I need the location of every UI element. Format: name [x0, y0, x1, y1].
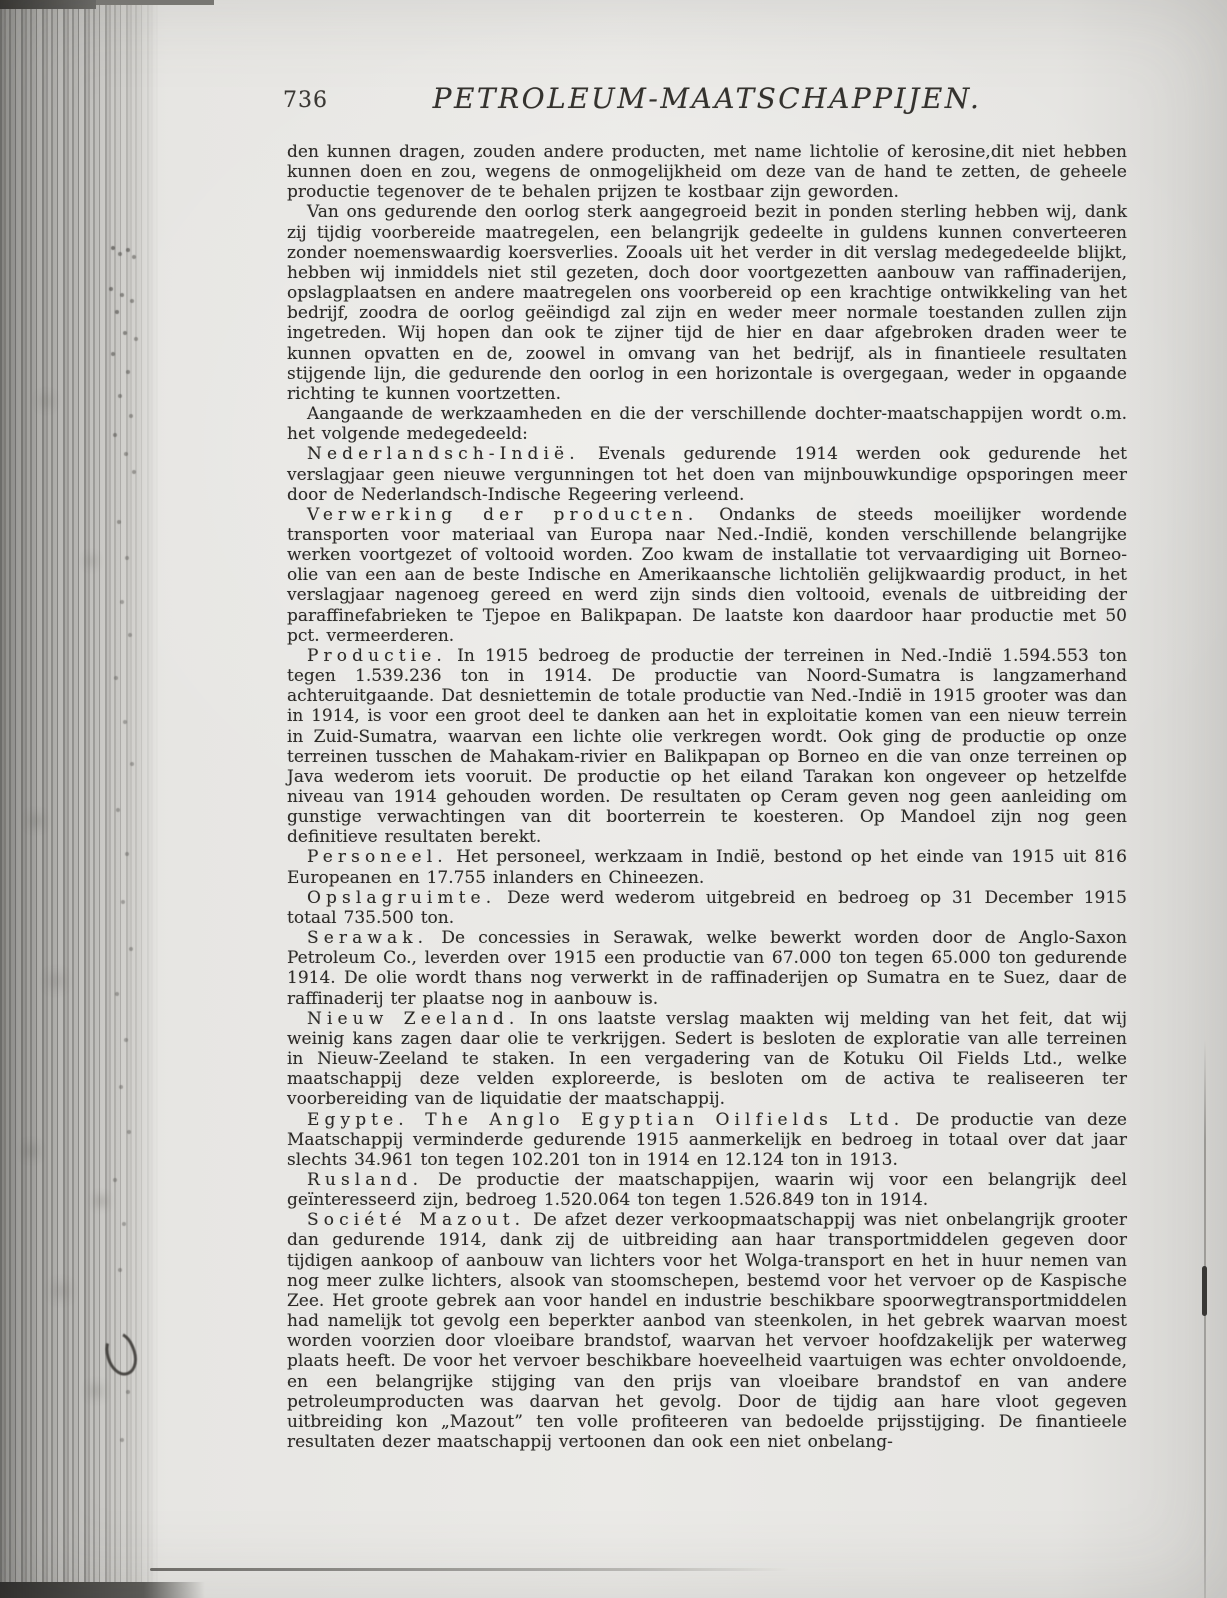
- paragraph-text: De concessies in Serawak, welke bewerkt worden door de Anglo-Saxon Petroleum Co., leverden over 1915 een productie van 67.000 ton tegen 65.000 ton gedurende 1914. De olie wordt thans nog verwerkt in de raffinaderijen op Sumatra en te Suez, daar de raffinaderij ter plaatse nog in aanbouw is.: [287, 928, 1128, 1009]
- paragraph-text: In 1915 bedroeg de productie der terreinen in Ned.-Indië 1.594.553 ton tegen 1.539.236 ton in 1914. De productie van Noord-Sumatra is langzamerhand achteruitgaande. Dat desniettemin de totale productie van Ned.-Indië in 1915 grooter was dan in 1914, is voor een groot deel te danken aan het in exploitatie komen van een nieuw terrein in Zuid-Sumatra, waarvan een lichte olie verkregen wordt. Ook ging de productie op onze terreinen tusschen de Mahakam-rivier en Balikpapan op Borneo en die van onze terreinen op Java wederom iets vooruit. De productie op het eiland Tarakan kon ongeveer op hetzelfde niveau van 1914 gehouden worden. De resultaten op Ceram geven nog geen aanleiding om gunstige verwachtingen van dit boorterrein te koesteren. Op Mandoel zijn nog geen definitieve resultaten berekt.: [287, 645, 1128, 848]
- paragraph-text: De productie der maatschappijen, waarin wij voor een belangrijk deel geïnteresseerd zijn, bedroeg 1.520.064 ton tegen 1.526.849 ton in 1914.: [287, 1169, 1127, 1211]
- paragraph: [287, 646, 1127, 848]
- paragraph-text: Ondanks de steeds moeilijker wordende transporten voor materiaal van Europa naar Ned.-Indië, konden verschillende belangrijke werken voortgezet of voltooid worden. Zoo kwam de installatie tot vervaardiging uit Borneo-olie van een aan de beste Indische en Amerikaansche lichtoliën gelijkwaardig product, in het verslagjaar nagenoeg gereed en werd zijn sinds dien voltooid, evenals de uitbreiding der paraffinefabrieken te Tjepoe en Balikpapan. De laatste kon daardoor haar productie met 50 pct. vermeerderen.: [287, 504, 1128, 646]
- paragraph: [287, 928, 1127, 1009]
- paragraph-text: Het personeel, werkzaam in Indië, bestond op het einde van 1915 uit 816 Europeanen en 17.755 inlanders en Chineezen.: [287, 847, 1127, 888]
- paragraph-lead: Nieuw Zeeland.: [307, 1008, 520, 1029]
- paragraph-text: Aangaande de werkzaamheden en die der verschillende dochter-maatschappijen wordt o.m. het volgende medegedeeld:: [287, 404, 1127, 445]
- paragraph-lead: Personeel.: [307, 847, 448, 868]
- book-edge-top-shadow-light: [96, 0, 214, 5]
- running-title: PETROLEUM-MAATSCHAPPIJEN.: [432, 82, 982, 115]
- paragraph-text: den kunnen dragen, zouden andere producten, met name lichtolie of kerosine,dit niet hebben kunnen doen en zou, wegens de onmogelijkheid om deze van de hand te zetten, de geheele productie tegenover de te behalen prijzen te kostbaar zijn geworden.: [287, 142, 1127, 203]
- paragraph-lead: Serawak.: [307, 928, 429, 949]
- paragraph: [287, 1210, 1127, 1452]
- paragraph: [287, 1110, 1127, 1170]
- paragraph: [287, 1170, 1127, 1210]
- paragraph: [287, 888, 1127, 928]
- right-page-fold-dark-mark: [1202, 1266, 1207, 1316]
- paragraph: [287, 202, 1127, 404]
- body-text: [287, 142, 1127, 1452]
- paragraph: [287, 444, 1127, 504]
- paragraph-lead: Opslagruimte.: [307, 887, 497, 908]
- paragraph-lead: Rusland.: [307, 1169, 424, 1190]
- edge-smudges: [0, 0, 2, 2]
- paragraph-lead: Egypte. The Anglo Egyptian Oilfields Ltd.: [307, 1109, 905, 1130]
- paragraph-text: Van ons gedurende den oorlog sterk aangegroeid bezit in ponden sterling hebben wij, dank zij tijdig voorbereide maatregelen, een belangrijk gedeelte in guldens kunnen converteeren zonder noemenswaardig koersverlies. Zooals uit het verder in dit verslag medegedeelde blijkt, hebben wij inmiddels niet stil gezeten, doch door voortgezetten aanbouw van raffinaderijen, opslagplaatsen en andere maatregelen ons voorbereid op een krachtige ontwikkeling van het bedrijf, zoodra de oorlog geëindigd zal zijn en weder meer normale toestanden zullen zijn ingetreden. Wij hopen dan ook te zijner tijd de hier en daar afgebroken draden weer te kunnen opvatten en de, zoowel in omvang van het bedrijf, als in finantieele resultaten stijgende lijn, die gedurende den oorlog in een horizontale is overgegaan, weder in opgaande richting te kunnen voortzetten.: [287, 202, 1127, 404]
- paragraph-text: De afzet dezer verkoopmaatschappij was niet onbelangrijk grooter dan gedurende 1914, dank zij de uitbreiding aan haar transportmiddelen gegeven door tijdigen aankoop of aanbouw van lichters voor het Wolga-transport en het in huur nemen van nog meer zulke lichters, alsook van stoomschepen, bestemd voor het vervoer op de Kaspische Zee. Het groote gebrek aan voor handel en industrie beschikbare spoorwegtransportmiddelen had namelijk tot gevolg een beperkter aanbod van steenkolen, in het gebrek waarvan moest worden voorzien door vloeibare brandstof, waarvan het vervoer hoofdzakelijk per waterweg plaats heeft. De voor het vervoer beschikbare hoeveelheid vaartuigen was echter onvoldoende, en een belangrijke stijging van den prijs van vloeibare brandstof en van andere petroleumproducten was daarvan het gevolg. Door de tijdig aan hare vloot gegeven uitbreiding kon „Mazout” ten volle profiteeren van bedoelde prijsstijging. De finantieele resultaten dezer maatschappij vertoonen dan ook een niet onbelang-: [287, 1210, 1127, 1452]
- paragraph-text: Deze werd wederom uitgebreid en bedroeg op 31 December 1915 totaal 735.500 ton.: [287, 887, 1127, 928]
- book-edge-top-shadow: [0, 0, 96, 9]
- paragraph: [287, 404, 1127, 444]
- paragraph-text: In ons laatste verslag maakten wij melding van het feit, dat wij weinig kans zagen daar olie te verkrijgen. Sedert is besloten de exploratie van alle terreinen in Nieuw-Zeeland te staken. In een vergadering van de Kotuku Oil Fields Ltd., welke maatschappij deze velden exploreerde, is besloten om de activa te realiseeren ter voorbereiding van de liquidatie der maatschappij.: [287, 1008, 1127, 1110]
- paragraph-lead: Verwerking der producten.: [307, 504, 699, 525]
- paragraph-text: Evenals gedurende 1914 werden ook gedurende het verslagjaar geen nieuwe vergunningen tot het doen van mijnbouwkundige opsporingen meer door de Nederlandsch-Indische Regeering verleend.: [287, 444, 1128, 505]
- book-edge-bottom-shadow: [0, 1582, 205, 1598]
- page-number: 736: [283, 88, 328, 113]
- paragraph: [287, 1009, 1127, 1110]
- paragraph: [287, 142, 1127, 202]
- paragraph-lead: Nederlandsch-Indië.: [307, 444, 580, 465]
- paragraph-lead: Productie.: [307, 645, 447, 666]
- paragraph-lead: Société Mazout.: [307, 1210, 526, 1231]
- right-page-fold-line: [1204, 1040, 1206, 1598]
- paragraph-text: De productie van deze Maatschappij verminderde gedurende 1915 aanmerkelijk en bedroeg in totaal over dat jaar slechts 34.961 ton tegen 102.201 ton in 1914 en 12.124 ton in 1913.: [287, 1109, 1127, 1170]
- page-bottom-crease-line: [150, 1568, 790, 1571]
- paragraph: [287, 505, 1127, 646]
- paragraph: [287, 847, 1127, 887]
